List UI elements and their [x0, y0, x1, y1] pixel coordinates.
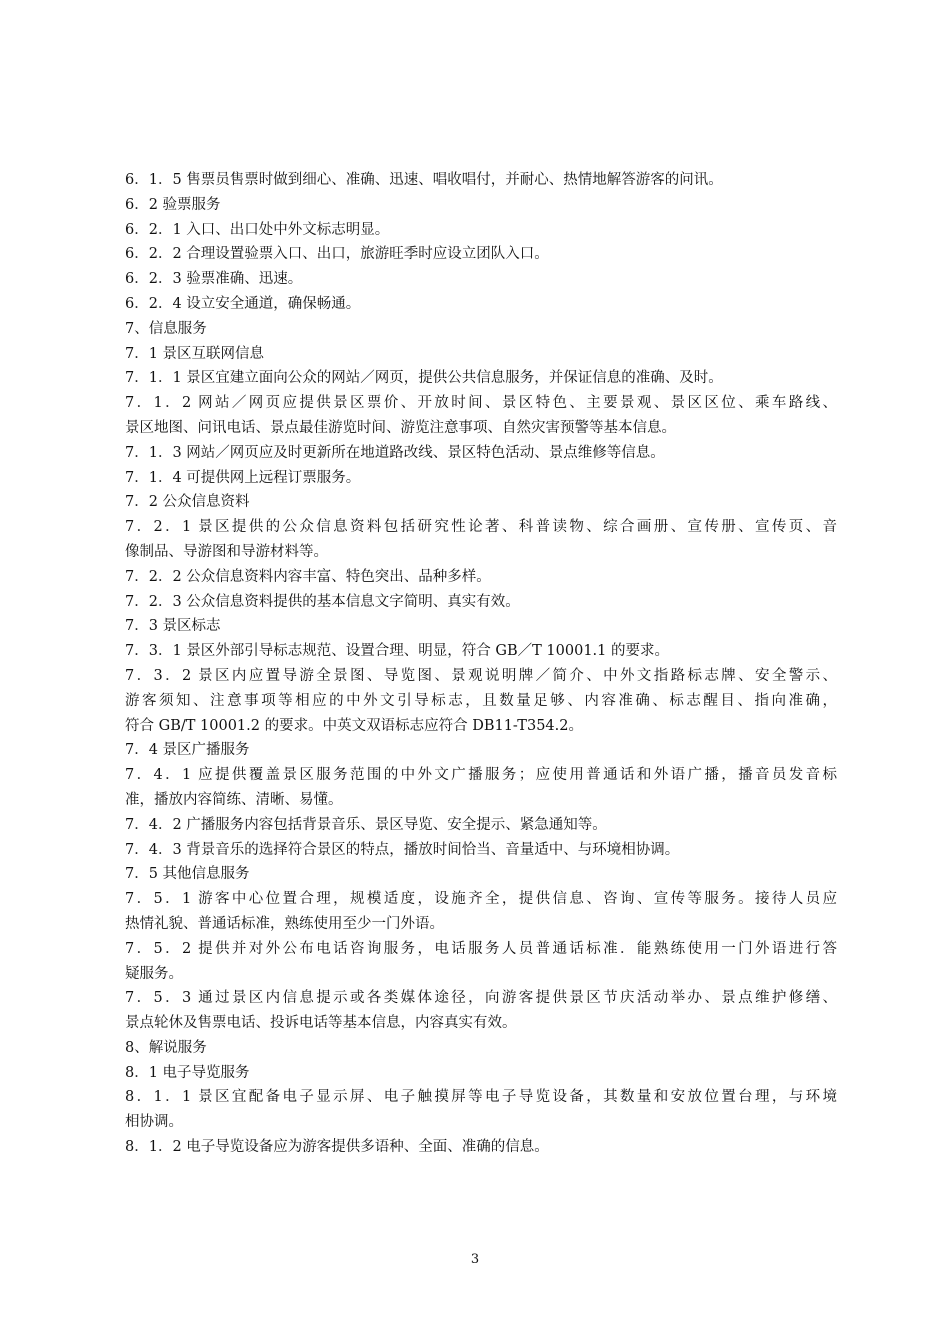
text-line: 8．1．2 电子导览设备应为游客提供多语种、全面、准确的信息。 [125, 1139, 549, 1156]
text-line: 热情礼貌、普通话标准，熟练使用至少一门外语。 [125, 915, 444, 932]
text-line: 景区地图、问讯电话、景点最佳游览时间、游览注意事项、自然灾害预警等基本信息。 [125, 419, 676, 436]
text-line: 相协调。 [125, 1114, 183, 1131]
text-line: 7．1 景区互联网信息 [125, 345, 265, 362]
text-line: 7．5．3 通过景区内信息提示或各类媒体途径，向游客提供景区节庆活动举办、景点维护修缮、 [125, 990, 837, 1007]
text-line: 准，播放内容简练、清晰、易懂。 [125, 791, 343, 808]
text-line: 7．1．1 景区宜建立面向公众的网站／网页，提供公共信息服务，并保证信息的准确、及时。 [125, 370, 723, 387]
text-line: 7．2．1 景区提供的公众信息资料包括研究性论著、科普读物、综合画册、宣传册、宣传页、音 [125, 519, 837, 536]
text-line: 7．3 景区标志 [125, 618, 221, 635]
text-line: 7．5．2 提供并对外公布电话咨询服务，电话服务人员普通话标准．能熟练使用一门外语进行答 [125, 940, 837, 957]
text-line: 景点轮休及售票电话、投诉电话等基本信息，内容真实有效。 [125, 1015, 517, 1032]
page-number: 3 [470, 1252, 480, 1267]
text-line: 7．1．3 网站／网页应及时更新所在地道路改线、景区特色活动、景点维修等信息。 [125, 444, 665, 461]
text-line: 7．4 景区广播服务 [125, 742, 250, 759]
text-line: 8．1 电子导览服务 [125, 1064, 250, 1081]
text-line: 7．1．4 可提供网上远程订票服务。 [125, 469, 361, 486]
text-line: 7．2 公众信息资料 [125, 494, 250, 511]
text-line: 7．1．2 网站／网页应提供景区票价、开放时间、景区特色、主要景观、景区区位、乘车路线、 [125, 395, 837, 412]
text-line: 7．5 其他信息服务 [125, 866, 250, 883]
text-line: 7．4．1 应提供覆盖景区服务范围的中外文广播服务；应使用普通话和外语广播，播音员发音标 [125, 767, 837, 784]
text-line: 8、解说服务 [125, 1039, 207, 1056]
text-line: 疑服务。 [125, 965, 183, 982]
text-line: 7．2．2 公众信息资料内容丰富、特色突出、品种多样。 [125, 568, 491, 585]
text-line: 7．4．2 广播服务内容包括背景音乐、景区导览、安全提示、紧急通知等。 [125, 816, 607, 833]
text-line: 7．4．3 背景音乐的选择符合景区的特点，播放时间恰当、音量适中、与环境相协调。 [125, 841, 680, 858]
text-line: 6．2．1 入口、出口处中外文标志明显。 [125, 221, 390, 238]
text-line: 6．2．4 设立安全通道，确保畅通。 [125, 295, 361, 312]
text-line: 6．2．3 验票准确、迅速。 [125, 271, 303, 288]
text-line: 6．2．2 合理设置验票入口、出口，旅游旺季时应设立团队入口。 [125, 246, 549, 263]
text-line: 7．2．3 公众信息资料提供的基本信息文字简明、真实有效。 [125, 593, 520, 610]
text-line: 8．1．1 景区宜配备电子显示屏、电子触摸屏等电子导览设备，其数量和安放位置台理，与环境 [125, 1089, 837, 1106]
text-line: 像制品、导游图和导游材料等。 [125, 543, 328, 560]
text-line: 7．3．1 景区外部引导标志规范、设置合理、明显，符合 GB／T 10001.1 的要求。 [125, 643, 669, 660]
text-line: 7．3．2 景区内应置导游全景图、导览图、景观说明牌／简介、中外文指路标志牌、安全警示、 [125, 667, 837, 684]
text-line: 游客须知、注意事项等相应的中外文引导标志，且数量足够、内容准确、标志醒目、指向准确， [125, 692, 837, 709]
text-line: 6．2 验票服务 [125, 196, 221, 213]
text-line: 符合 GB/T 10001.2 的要求。中英文双语标志应符合 DB11-T354.2。 [125, 717, 583, 734]
text-line: 6．1．5 售票员售票时做到细心、准确、迅速、唱收唱付，并耐心、热情地解答游客的问讯。 [125, 172, 723, 188]
document-body [125, 168, 837, 1160]
text-line: 7、信息服务 [125, 320, 207, 337]
text-line: 7．5．1 游客中心位置合理，规模适度，设施齐全，提供信息、咨询、宣传等服务。接待人员应 [125, 891, 837, 908]
